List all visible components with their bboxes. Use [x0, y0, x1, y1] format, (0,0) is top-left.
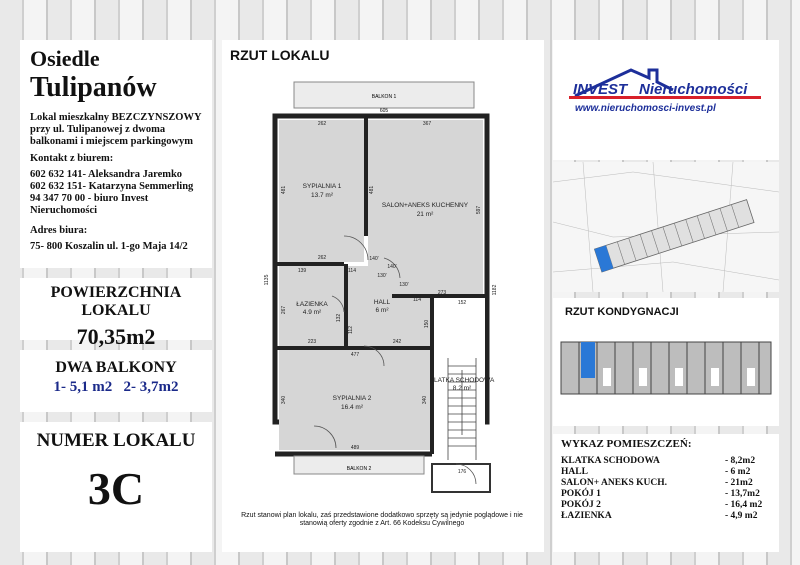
- svg-text:477: 477: [350, 352, 360, 358]
- room-list-title: WYKAZ POMIESZCZEŃ:: [561, 438, 692, 450]
- room-list-item: KLATKA SCHODOWA - 8,2m2: [561, 456, 756, 466]
- room-list-item: POKÓJ 1 - 13,7m2: [561, 489, 760, 499]
- area-panel: [20, 278, 212, 349]
- svg-text:114: 114: [348, 268, 356, 274]
- svg-text:340: 340: [281, 395, 287, 405]
- estate-title-line2: Tulipanów: [30, 72, 157, 103]
- svg-text:597: 597: [476, 205, 482, 215]
- contact-line: 94 347 70 00 - biuro Invest Nieruchomości: [30, 193, 149, 216]
- svg-text:273: 273: [437, 290, 447, 296]
- bedroom1-fill: [279, 120, 364, 262]
- room-list-item: SALON+ ANEKS KUCH. - 21m2: [561, 478, 753, 488]
- room-label: SYPIALNIA 2: [332, 395, 372, 402]
- room-list-panel: [553, 434, 779, 552]
- svg-text:112: 112: [348, 326, 354, 334]
- floor-plan-drawing: [222, 40, 544, 510]
- brand-name-b: Nieruchomości: [639, 81, 748, 98]
- floor-layout-panel: [553, 298, 779, 426]
- svg-text:150: 150: [424, 319, 430, 329]
- svg-text:130': 130': [377, 273, 387, 279]
- svg-text:130': 130': [399, 282, 409, 288]
- room-label: HALL: [373, 299, 391, 306]
- area-value: 70,35m2: [76, 324, 156, 349]
- svg-text:1135: 1135: [264, 274, 270, 286]
- address-label: Adres biura:: [30, 225, 88, 236]
- office-address: 75- 800 Koszalin ul. 1-go Maja 14/2: [30, 241, 188, 252]
- room-label: ŁAZIENKA: [296, 301, 328, 308]
- floor-plan-panel: [222, 40, 544, 552]
- svg-text:262: 262: [317, 255, 327, 261]
- floor-layout-drawing: [553, 298, 779, 426]
- svg-text:176: 176: [457, 469, 467, 475]
- brand-url: www.nieruchomosci-invest.pl: [575, 103, 716, 114]
- hall-fill: [348, 266, 430, 346]
- room-label: SYPIALNIA 1: [302, 183, 342, 190]
- room-list-item: HALL - 6 m2: [561, 467, 751, 477]
- unit-number-label: NUMER LOKALU: [36, 430, 196, 451]
- room-area: 13.7 m²: [310, 192, 334, 199]
- svg-text:481: 481: [369, 185, 375, 195]
- plan-title: RZUT LOKALU: [230, 47, 330, 63]
- room-area: 21 m²: [416, 211, 434, 218]
- unit-description: Lokal mieszkalny BEZCZYNSZOWY przy ul. Tulipanowej z dwoma balkonami i miejscem parkingowym: [30, 112, 202, 147]
- room-area: 4.9 m²: [302, 309, 322, 316]
- unit-number-panel: [20, 422, 212, 552]
- contact-line: 602 632 151- Katarzyna Semmerling: [30, 181, 194, 192]
- svg-text:114: 114: [413, 297, 421, 303]
- svg-text:242: 242: [392, 339, 402, 345]
- room-label: SALON+ANEKS KUCHENNY: [381, 202, 469, 209]
- unit-highlight: [581, 342, 595, 378]
- svg-text:367: 367: [422, 121, 432, 127]
- floor-layout-title: RZUT KONDYGNACJI: [565, 306, 679, 318]
- balcony-panel: [20, 350, 212, 412]
- contact-label: Kontakt z biurem:: [30, 153, 114, 164]
- svg-text:223: 223: [307, 339, 317, 345]
- plan-disclaimer: Rzut stanowi plan lokalu, zaś przedstawione dodatkowo sprzęty są jedynie poglądowe i nie stanowią oferty zgodnie z Art. 66 Kodeksu Cywilnego: [241, 512, 523, 527]
- svg-text:267: 267: [281, 305, 287, 315]
- room-area: 16.4 m²: [340, 404, 364, 411]
- svg-text:152: 152: [457, 300, 467, 306]
- balcony-values: 1- 5,1 m2 2- 3,7m2: [53, 379, 179, 395]
- brand-name-a: INVEST: [573, 81, 628, 98]
- dim-label: 605: [379, 108, 389, 114]
- svg-text:262: 262: [317, 121, 327, 127]
- unit-number-value: 3C: [87, 463, 145, 514]
- svg-text:140': 140': [387, 264, 397, 270]
- svg-text:489: 489: [350, 445, 360, 451]
- svg-text:481: 481: [281, 185, 287, 195]
- balcony-label: DWA BALKONY: [55, 359, 177, 376]
- room-area: 6 m²: [375, 307, 389, 314]
- area-label: POWIERZCHNIA LOKALU: [50, 284, 182, 319]
- svg-text:139: 139: [297, 268, 307, 274]
- balcony1-label: BALKON 1: [371, 94, 397, 100]
- estate-title-line1: Osiedle: [30, 46, 100, 71]
- svg-text:132: 132: [336, 313, 342, 323]
- room-label: KLATKA SCHODOWA: [429, 377, 495, 384]
- svg-text:340: 340: [422, 395, 428, 405]
- company-logo: [553, 40, 779, 160]
- balcony2-label: BALKON 2: [346, 466, 372, 472]
- room-area: 8.2 m²: [452, 385, 472, 392]
- logo-panel: [553, 40, 779, 160]
- svg-text:1182: 1182: [492, 284, 498, 296]
- site-map-panel: [553, 162, 779, 292]
- site-map: [553, 162, 779, 292]
- room-list-item: POKÓJ 2 - 16,4 m2: [561, 500, 763, 510]
- room-list-item: ŁAZIENKA - 4,9 m2: [561, 511, 758, 521]
- contact-line: 602 632 141- Aleksandra Jaremko: [30, 169, 183, 180]
- svg-text:140': 140': [369, 256, 379, 262]
- info-panel: [20, 40, 212, 268]
